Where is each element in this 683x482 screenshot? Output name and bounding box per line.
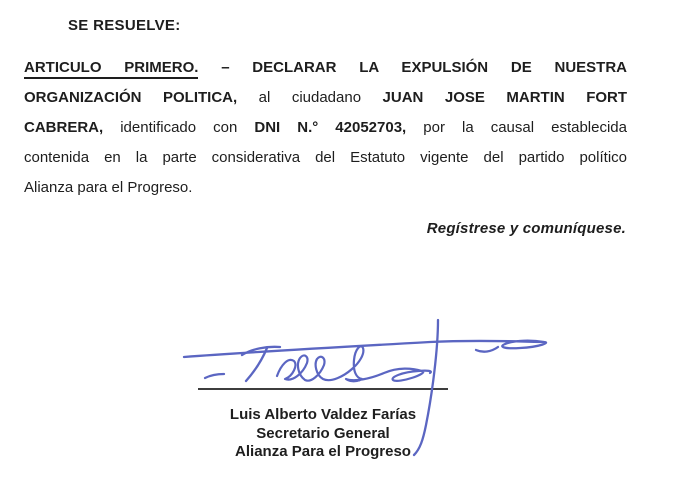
- citizen-surname-bold: CABRERA,: [24, 119, 104, 136]
- signature-stroke-dash-right: [476, 347, 498, 352]
- signatory-name: Luis Alberto Valdez Farías: [229, 406, 417, 423]
- article-paragraph: [24, 53, 627, 203]
- signature-stroke-initial-bar: [242, 347, 280, 355]
- article-line-3: [24, 113, 627, 143]
- article-line-1: [24, 53, 627, 83]
- organization-name-bold: ORGANIZACIÓN POLITICA,: [24, 89, 238, 106]
- resolution-heading: SE RESUELVE:: [68, 17, 181, 34]
- signatory-organization: Alianza Para el Progreso: [235, 443, 411, 460]
- signature-stroke-flourish: [184, 341, 546, 357]
- signatory-title: Secretario General: [256, 424, 390, 442]
- article-line-4: contenida en la parte considerativa del Estatuto vigente del partido político: [24, 149, 627, 166]
- article-line-3-regular-a: identificado con: [120, 119, 238, 136]
- article-line-3-regular-b: por la causal establecida: [423, 119, 627, 136]
- article-line-5: Alianza para el Progreso.: [24, 179, 193, 196]
- article-number-underlined: ARTICULO PRIMERO.: [24, 59, 198, 79]
- article-line-1-text: – DECLARAR LA EXPULSIÓN DE NUESTRA: [221, 59, 627, 76]
- signature-stroke-dash-left: [205, 374, 224, 378]
- closing-instruction: Regístrese y comuníquese.: [426, 220, 626, 237]
- citizen-name-bold: JUAN JOSE MARTIN FORT: [382, 89, 628, 106]
- signature-line: [198, 388, 448, 390]
- signature-stroke-initial-stem: [246, 348, 267, 381]
- signatory-block: [158, 406, 488, 462]
- article-line-2-regular: al ciudadano: [258, 89, 362, 106]
- signature-stroke-scrawl: [277, 346, 431, 381]
- dni-number-bold: DNI N.° 42052703,: [254, 119, 407, 136]
- article-line-2: [24, 83, 627, 113]
